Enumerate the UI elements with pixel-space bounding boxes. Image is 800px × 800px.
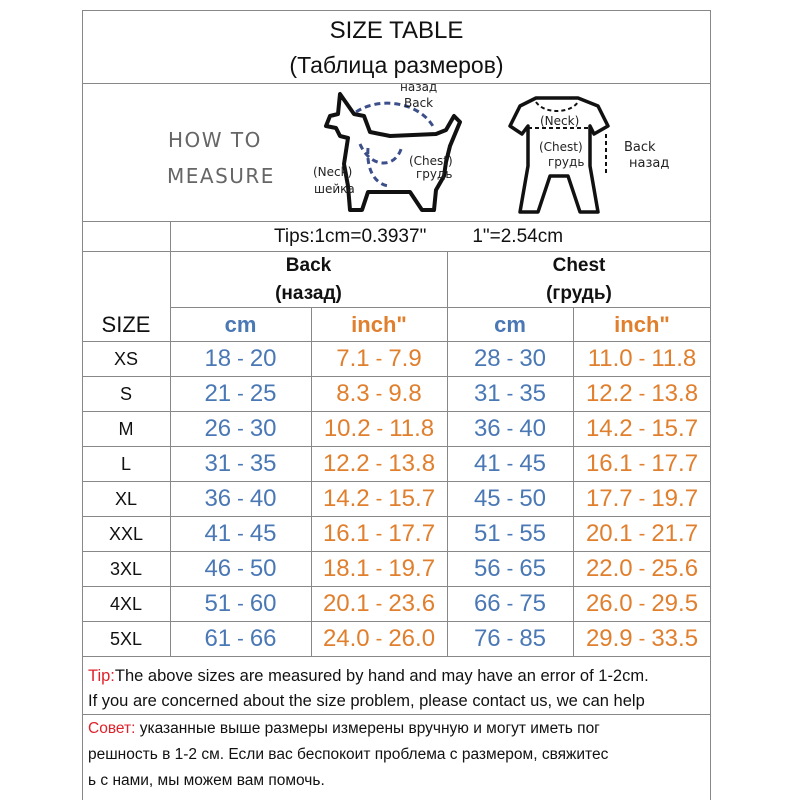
range-separator: - xyxy=(638,522,646,545)
range-max: 9.8 xyxy=(388,380,422,407)
chest-cm-cell xyxy=(447,447,573,481)
range-min: 20.1 xyxy=(322,590,370,617)
range-separator: - xyxy=(638,487,646,510)
chest-inch-cell xyxy=(573,517,711,551)
range-max: 21.7 xyxy=(651,520,699,547)
range-separator: - xyxy=(638,452,646,475)
range-separator: - xyxy=(375,592,383,615)
range-separator: - xyxy=(506,382,514,405)
chest-inch-header: inch" xyxy=(614,311,670,337)
range-separator: - xyxy=(506,452,514,475)
back-inch-cell xyxy=(311,517,447,551)
range-separator: - xyxy=(237,627,244,650)
range-max: 45 xyxy=(249,520,277,547)
size-label: XXL xyxy=(108,523,144,544)
chest-cm-cell xyxy=(447,412,573,446)
range-min: 14.2 xyxy=(322,485,370,512)
range-separator: - xyxy=(506,522,514,545)
range-max: 7.9 xyxy=(388,345,422,372)
range-max: 40 xyxy=(249,485,277,512)
chest-cm-cell xyxy=(447,342,573,376)
range-max: 55 xyxy=(519,520,547,547)
grid-line xyxy=(82,83,711,84)
range-separator: - xyxy=(638,382,646,405)
chest-header-ru: (грудь) xyxy=(546,282,612,304)
tip-cm-to-inch: Tips:1cm=0.3937" xyxy=(274,225,427,247)
range-separator: - xyxy=(237,382,244,405)
range-separator: - xyxy=(506,592,514,615)
range-max: 25.6 xyxy=(651,555,699,582)
range-min: 26.0 xyxy=(585,590,633,617)
range-min: 45 xyxy=(473,485,501,512)
size-label: 5XL xyxy=(109,628,143,649)
chest-cm-cell xyxy=(447,587,573,621)
range-min: 76 xyxy=(473,625,501,652)
range-max: 85 xyxy=(519,625,547,652)
back-cm-cell xyxy=(170,517,311,551)
range-max: 50 xyxy=(519,485,547,512)
tip-inch-to-cm: 1"=2.54cm xyxy=(472,225,564,247)
range-separator: - xyxy=(638,592,646,615)
tip-text-en1: The above sizes are measured by hand and may have an error of 1-2cm. xyxy=(114,667,649,685)
back-column-header xyxy=(170,252,447,307)
chest-inch-cell xyxy=(573,342,711,376)
range-min: 46 xyxy=(204,555,232,582)
dog-back-label: Back xyxy=(404,96,434,110)
range-separator: - xyxy=(237,347,244,370)
back-inch-cell xyxy=(311,622,447,656)
size-label: L xyxy=(120,453,131,474)
range-separator: - xyxy=(237,487,244,510)
tip-text-ru1: указанные выше размеры измерены вручную и могут иметь пог xyxy=(135,720,600,737)
range-min: 21 xyxy=(204,380,232,407)
chest-inch-cell xyxy=(573,622,711,656)
range-max: 20 xyxy=(249,345,277,372)
range-separator: - xyxy=(506,557,514,580)
back-cm-cell xyxy=(170,622,311,656)
back-cm-cell xyxy=(170,447,311,481)
back-cm-cell xyxy=(170,482,311,516)
chest-cm-cell xyxy=(447,482,573,516)
range-min: 14.2 xyxy=(585,415,633,442)
chest-header-label: Chest xyxy=(552,254,606,276)
range-separator: - xyxy=(506,417,514,440)
chest-inch-cell xyxy=(573,587,711,621)
range-separator: - xyxy=(376,417,384,440)
back-inch-cell xyxy=(311,482,447,516)
range-separator: - xyxy=(375,452,383,475)
range-min: 16.1 xyxy=(322,520,370,547)
range-separator: - xyxy=(375,382,383,405)
dog-measure-illustration xyxy=(310,86,495,220)
range-max: 17.7 xyxy=(651,450,699,477)
range-separator: - xyxy=(237,592,244,615)
range-separator: - xyxy=(506,487,514,510)
range-min: 31 xyxy=(473,380,501,407)
range-separator: - xyxy=(375,522,383,545)
range-max: 65 xyxy=(519,555,547,582)
range-separator: - xyxy=(638,417,646,440)
range-min: 61 xyxy=(204,625,232,652)
back-cm-cell xyxy=(170,412,311,446)
range-min: 28 xyxy=(473,345,501,372)
range-min: 12.2 xyxy=(585,380,633,407)
back-cm-cell xyxy=(170,342,311,376)
range-min: 56 xyxy=(473,555,501,582)
range-separator: - xyxy=(375,487,383,510)
range-separator: - xyxy=(237,417,244,440)
range-separator: - xyxy=(638,557,646,580)
dog-chest-label: (Chest) xyxy=(409,154,453,168)
range-separator: - xyxy=(506,347,514,370)
range-min: 12.2 xyxy=(322,450,370,477)
range-max: 45 xyxy=(519,450,547,477)
chest-inch-cell xyxy=(573,377,711,411)
conversion-tips xyxy=(170,222,711,251)
range-max: 13.8 xyxy=(651,380,699,407)
tip-note-en-line2: If you are concerned about the size problem, please contact us, we can help xyxy=(88,692,645,710)
range-separator: - xyxy=(506,627,514,650)
back-header-label: Back xyxy=(285,254,332,276)
page-title: SIZE TABLE xyxy=(329,17,464,44)
chest-cm-header: cm xyxy=(494,311,526,337)
range-separator: - xyxy=(375,347,383,370)
chest-cm-cell xyxy=(447,622,573,656)
garment-chest-label: (Chest) xyxy=(539,140,583,154)
range-max: 30 xyxy=(519,345,547,372)
back-header-ru: (назад) xyxy=(275,282,342,304)
range-min: 51 xyxy=(204,590,232,617)
range-min: 11.0 xyxy=(587,345,633,372)
size-label: XS xyxy=(113,348,138,369)
dog-chest-ru-label: грудь xyxy=(416,167,453,181)
garment-back-label: Back xyxy=(624,140,656,155)
range-max: 13.8 xyxy=(388,450,436,477)
range-separator: - xyxy=(237,557,244,580)
range-min: 24.0 xyxy=(322,625,370,652)
back-inch-cell xyxy=(311,447,447,481)
chest-inch-cell xyxy=(573,447,711,481)
range-min: 10.2 xyxy=(323,415,371,442)
page-subtitle: (Таблица размеров) xyxy=(289,51,504,78)
back-inch-cell xyxy=(311,412,447,446)
garment-chest-ru-label: грудь xyxy=(548,155,585,169)
range-max: 15.7 xyxy=(388,485,436,512)
size-label: 3XL xyxy=(109,558,143,579)
range-max: 23.6 xyxy=(388,590,436,617)
back-inch-cell xyxy=(311,342,447,376)
range-max: 26.0 xyxy=(388,625,436,652)
back-inch-cell xyxy=(311,552,447,586)
range-max: 33.5 xyxy=(651,625,699,652)
chest-inch-cell xyxy=(573,552,711,586)
tip-prefix-ru: Совет: xyxy=(88,720,136,737)
range-min: 36 xyxy=(204,485,232,512)
range-max: 29.5 xyxy=(651,590,699,617)
range-max: 15.7 xyxy=(651,415,699,442)
range-min: 31 xyxy=(204,450,232,477)
grid-line xyxy=(82,656,711,657)
back-cm-cell xyxy=(170,552,311,586)
range-min: 29.9 xyxy=(585,625,633,652)
chest-cm-cell xyxy=(447,552,573,586)
chest-cm-cell xyxy=(447,517,573,551)
range-separator: - xyxy=(375,627,383,650)
range-max: 35 xyxy=(249,450,277,477)
range-max: 40 xyxy=(519,415,547,442)
range-min: 17.7 xyxy=(585,485,633,512)
size-label: S xyxy=(119,383,132,404)
range-min: 20.1 xyxy=(585,520,633,547)
tip-note-ru-line1 xyxy=(88,719,600,739)
size-label: 4XL xyxy=(109,593,143,614)
range-separator: - xyxy=(237,452,244,475)
range-min: 7.1 xyxy=(336,345,370,372)
range-min: 22.0 xyxy=(585,555,633,582)
range-min: 18.1 xyxy=(322,555,370,582)
range-min: 8.3 xyxy=(336,380,370,407)
tip-note-en-line1 xyxy=(88,666,649,686)
howto-line1: HOW TO xyxy=(168,128,262,152)
range-max: 30 xyxy=(249,415,277,442)
range-min: 51 xyxy=(473,520,501,547)
garment-back-ru-label: назад xyxy=(629,156,670,171)
back-inch-header: inch" xyxy=(351,311,407,337)
tip-note-ru-line3: ь с нами, мы можем вам помочь. xyxy=(88,772,325,789)
range-max: 11.8 xyxy=(389,415,435,442)
size-column-header: SIZE xyxy=(101,311,151,337)
garment-neck-label: (Neck) xyxy=(540,114,580,128)
size-label: M xyxy=(118,418,134,439)
range-max: 17.7 xyxy=(388,520,436,547)
range-max: 19.7 xyxy=(388,555,436,582)
back-inch-cell xyxy=(311,587,447,621)
range-separator: - xyxy=(638,627,646,650)
grid-line xyxy=(82,714,711,715)
range-min: 26 xyxy=(204,415,232,442)
range-min: 36 xyxy=(473,415,501,442)
range-separator: - xyxy=(638,347,646,370)
tip-prefix: Tip: xyxy=(88,667,115,685)
range-min: 18 xyxy=(204,345,232,372)
back-cm-cell xyxy=(170,377,311,411)
range-min: 16.1 xyxy=(585,450,633,477)
range-max: 50 xyxy=(249,555,277,582)
back-inch-cell xyxy=(311,377,447,411)
range-min: 41 xyxy=(204,520,232,547)
chest-inch-cell xyxy=(573,482,711,516)
range-max: 66 xyxy=(249,625,277,652)
range-min: 66 xyxy=(473,590,501,617)
back-cm-header: cm xyxy=(224,311,257,337)
range-separator: - xyxy=(237,522,244,545)
range-max: 35 xyxy=(519,380,547,407)
chest-cm-cell xyxy=(447,377,573,411)
dog-back-ru-label: назад xyxy=(400,80,438,94)
range-separator: - xyxy=(375,557,383,580)
chest-column-header xyxy=(447,252,711,307)
back-cm-cell xyxy=(170,587,311,621)
howto-line2: MEASURE xyxy=(167,164,275,188)
range-max: 11.8 xyxy=(651,345,697,372)
range-max: 19.7 xyxy=(651,485,699,512)
range-min: 41 xyxy=(473,450,501,477)
dog-neck-ru-label: шейка xyxy=(314,182,355,196)
tip-note-ru-line2: решность в 1-2 см. Если вас беспокоит проблема с размером, свяжитес xyxy=(88,746,609,763)
range-max: 75 xyxy=(519,590,547,617)
range-max: 25 xyxy=(249,380,277,407)
chest-inch-cell xyxy=(573,412,711,446)
size-label: XL xyxy=(114,488,138,509)
range-max: 60 xyxy=(249,590,277,617)
dog-neck-label: (Neck) xyxy=(313,165,353,179)
